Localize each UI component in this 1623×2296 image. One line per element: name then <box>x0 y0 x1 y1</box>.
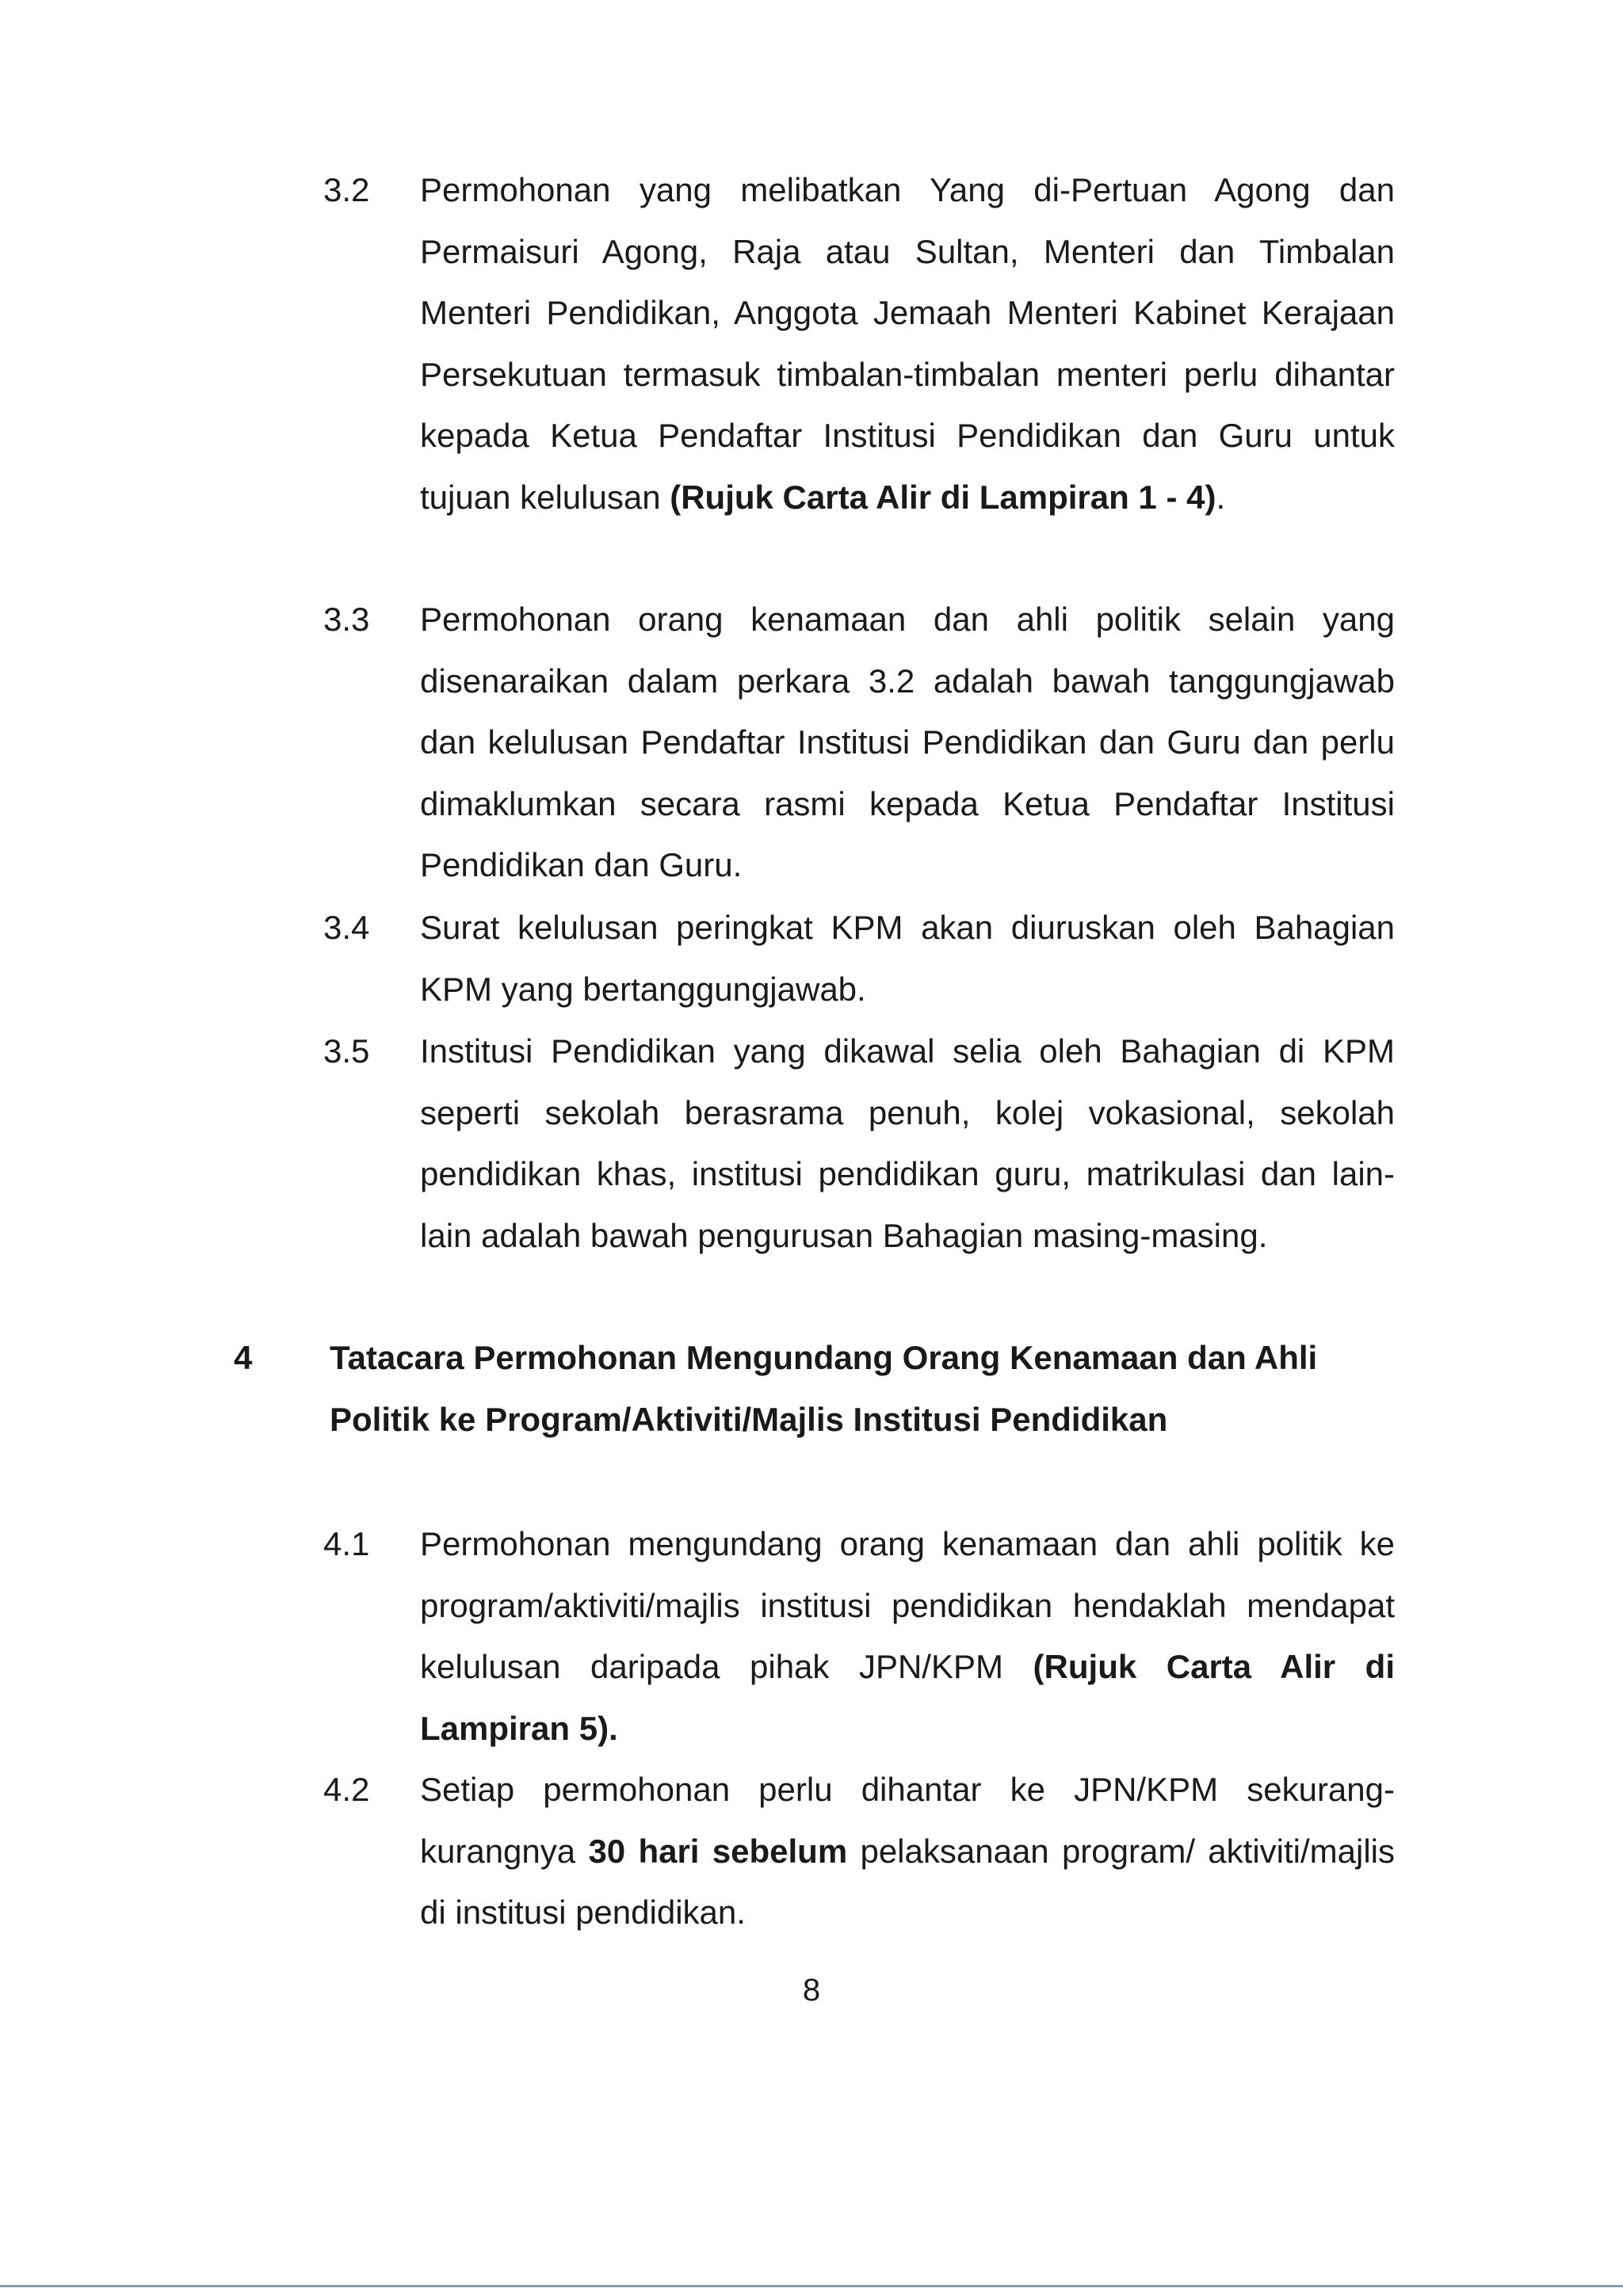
clause-number: 3.5 <box>323 1032 370 1070</box>
clause-number: 3.2 <box>323 171 370 208</box>
clause-3-2 <box>323 159 1395 528</box>
clause-text: Surat kelulusan peringkat KPM akan diuruskan oleh Bahagian KPM yang bertanggungjawab. <box>420 909 1395 1008</box>
bottom-divider <box>0 2285 1623 2287</box>
clause-number: 3.4 <box>323 909 370 946</box>
clause-text: Permohonan yang melibatkan Yang di-Pertuan Agong dan Permaisuri Agong, Raja atau Sultan, Menteri dan Timbalan Menteri Pendidikan, Anggota Jemaah Menteri Kabinet Kerajaan Persekutuan termasuk timbalan-timbalan menteri perlu dihantar kepada Ketua Pendaftar Institusi Pendidikan dan Guru untuk tujuan kelulusan (Rujuk Carta Alir di Lampiran 1 - 4). <box>420 171 1395 516</box>
clause-number: 4.2 <box>323 1771 370 1808</box>
clause-number: 3.3 <box>323 601 370 638</box>
clause-4-1 <box>323 1513 1395 1759</box>
clause-4-2 <box>323 1759 1395 1943</box>
section-number: 4 <box>234 1339 253 1376</box>
clause-3-3 <box>323 589 1395 896</box>
clause-text: Permohonan orang kenamaan dan ahli politik selain yang disenaraikan dalam perkara 3.2 adalah bawah tanggungjawab dan kelulusan Pendaftar Institusi Pendidikan dan Guru dan perlu dimaklumkan secara rasmi kepada Ketua Pendaftar Institusi Pendidikan dan Guru. <box>420 601 1395 883</box>
reference-bold: (Rujuk Carta Alir di Lampiran 5). <box>420 1648 1395 1747</box>
clause-text: Setiap permohonan perlu dihantar ke JPN/KPM sekurang-kurangnya 30 hari sebelum pelaksanaan program/ aktiviti/majlis di institusi pendidikan. <box>420 1771 1396 1931</box>
clause-3-5 <box>323 1020 1395 1266</box>
clause-text: Permohonan mengundang orang kenamaan dan ahli politik ke program/aktiviti/majlis institusi pendidikan hendaklah mendapat kelulusan daripada pihak JPN/KPM (Rujuk Carta Alir di Lampiran 5). <box>420 1525 1395 1747</box>
page-number: 8 <box>802 1973 821 2008</box>
reference-bold: (Rujuk Carta Alir di Lampiran 1 - 4) <box>670 478 1216 516</box>
clause-text: Institusi Pendidikan yang dikawal selia oleh Bahagian di KPM seperti sekolah berasrama penuh, kolej vokasional, sekolah pendidikan khas, institusi pendidikan guru, matrikulasi dan lain-lain adalah bawah pengurusan Bahagian masing-masing. <box>420 1032 1395 1254</box>
deadline-bold: 30 hari sebelum <box>588 1832 848 1870</box>
section-title: Tatacara Permohonan Mengundang Orang Kenamaan dan Ahli Politik ke Program/Aktiviti/Majlis Institusi Pendidikan <box>330 1339 1318 1438</box>
clause-3-4 <box>323 897 1395 1020</box>
section-4-heading <box>234 1327 1395 1451</box>
clause-number: 4.1 <box>323 1525 370 1562</box>
